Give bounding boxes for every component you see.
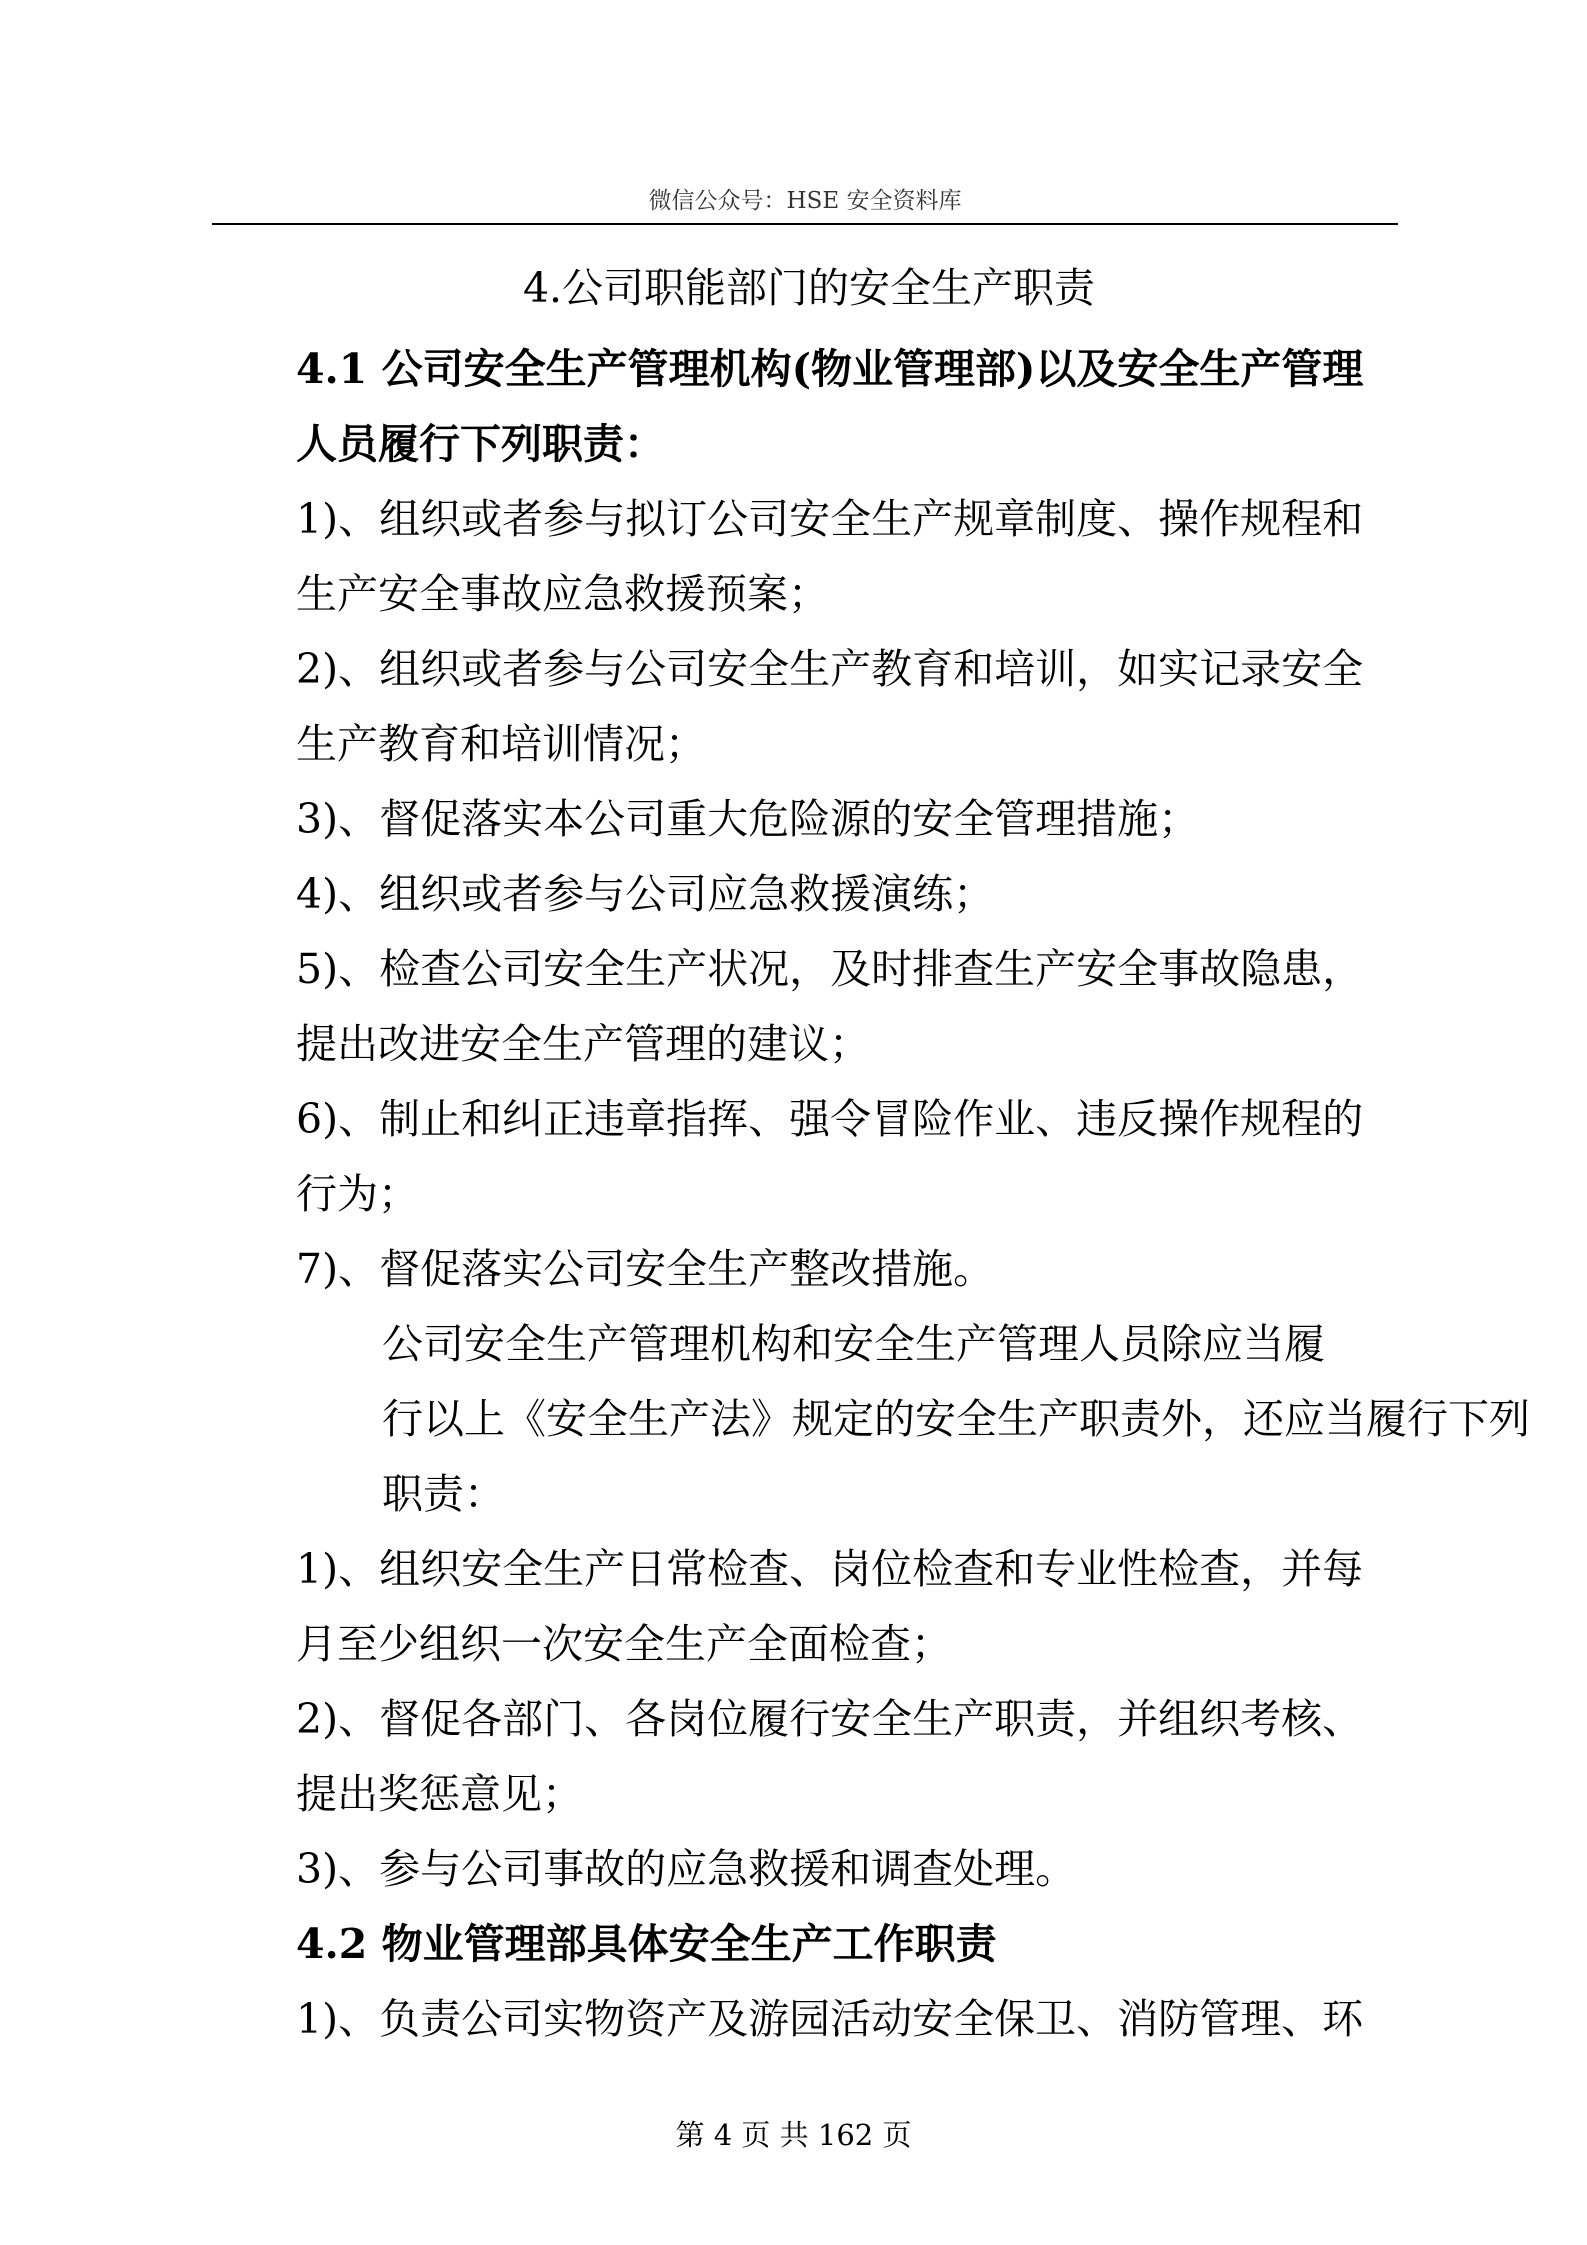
text-line: 人员履行下列职责： — [296, 420, 665, 468]
text-line: 2)、督促各部门、各岗位履行安全生产职责，并组织考核、 — [296, 1695, 1364, 1743]
text-line: 1)、组织安全生产日常检查、岗位检查和专业性检查，并每 — [296, 1545, 1364, 1593]
text-line: 5)、检查公司安全生产状况，及时排查生产安全事故隐患， — [296, 945, 1364, 993]
list-item — [214, 1532, 1404, 1682]
text-line: 1)、负责公司实物资产及游园活动安全保卫、消防管理、环 — [296, 1995, 1364, 2043]
text-line: 生产教育和培训情况； — [296, 720, 706, 768]
subsection-heading-4-1 — [214, 332, 1404, 482]
text-line: 6)、制止和纠正违章指挥、强令冒险作业、违反操作规程的 — [296, 1095, 1364, 1143]
section-title: 4.公司职能部门的安全生产职责 — [522, 264, 1096, 312]
page-header: 微信公众号：HSE 安全资料库 — [648, 188, 962, 214]
page-number: 第 4 页 共 162 页 — [675, 2118, 912, 2152]
text-line: 公司安全生产管理机构和安全生产管理人员除应当履 — [382, 1320, 1325, 1368]
list-item — [214, 632, 1404, 782]
text-line: 4)、组织或者参与公司应急救援演练； — [296, 870, 995, 918]
list-item — [214, 857, 1404, 932]
list-item — [214, 1082, 1404, 1232]
text-line: 行以上《安全生产法》规定的安全生产职责外，还应当履行下列 — [382, 1395, 1530, 1443]
text-line: 4.1 公司安全生产管理机构(物业管理部)以及安全生产管理 — [296, 345, 1364, 393]
text-line: 提出奖惩意见； — [296, 1770, 583, 1818]
list-item — [214, 1682, 1404, 1832]
list-item — [214, 782, 1404, 857]
body-paragraph — [214, 1307, 1530, 1532]
text-line: 2)、组织或者参与公司安全生产教育和培训，如实记录安全 — [296, 645, 1364, 693]
list-item — [214, 1832, 1404, 1907]
text-line: 生产安全事故应急救援预案； — [296, 570, 829, 618]
list-item — [214, 1232, 1404, 1307]
text-line: 4.2 物业管理部具体安全生产工作职责 — [296, 1920, 997, 1968]
document-body — [214, 258, 1530, 2057]
list-item — [214, 482, 1404, 632]
text-line: 提出改进安全生产管理的建议； — [296, 1020, 870, 1068]
list-item — [214, 1982, 1404, 2057]
header-divider — [212, 223, 1398, 225]
text-line: 7)、督促落实公司安全生产整改措施。 — [296, 1245, 995, 1293]
text-line: 行为； — [296, 1170, 419, 1218]
text-line: 职责： — [382, 1470, 505, 1518]
text-line: 3)、参与公司事故的应急救援和调查处理。 — [296, 1845, 1077, 1893]
text-line: 3)、督促落实本公司重大危险源的安全管理措施； — [296, 795, 1200, 843]
text-line: 1)、组织或者参与拟订公司安全生产规章制度、操作规程和 — [296, 495, 1364, 543]
subsection-heading-4-2 — [214, 1907, 1404, 1982]
list-item — [214, 932, 1404, 1082]
text-line: 月至少组织一次安全生产全面检查； — [296, 1620, 952, 1668]
